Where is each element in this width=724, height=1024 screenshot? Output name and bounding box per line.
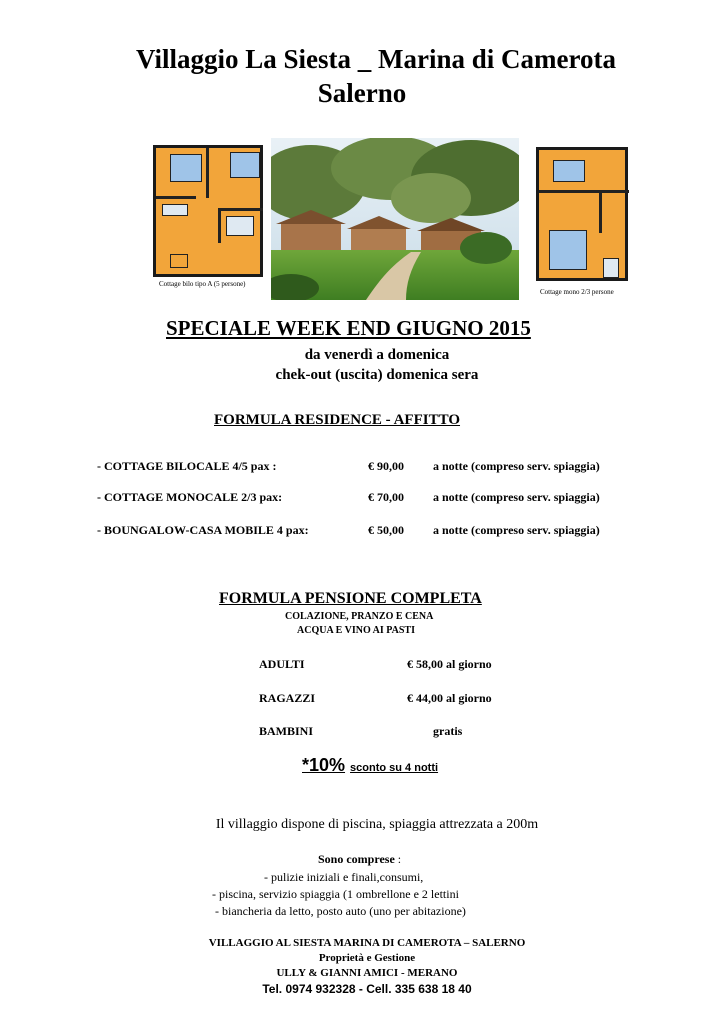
included-item: - biancheria da letto, posto auto (uno per abitazione)	[215, 904, 466, 918]
residence-row-label: - BOUNGALOW-CASA MOBILE 4 pax:	[97, 523, 309, 537]
pension-row-label: RAGAZZI	[259, 691, 316, 705]
residence-row-note: a notte (compreso serv. spiaggia)	[433, 459, 600, 473]
residence-row-label: - COTTAGE MONOCALE 2/3 pax:	[97, 490, 283, 504]
included-title: Sono comprese	[318, 852, 395, 866]
footer-owners: ULLY & GIANNI AMICI - MERANO	[276, 967, 458, 979]
pension-meals: COLAZIONE, PRANZO E CENA	[285, 611, 434, 622]
pension-row-price: € 58,00 al giorno	[407, 657, 492, 671]
discount-percent: *10%	[302, 755, 346, 775]
page-title: Villaggio La Siesta _ Marina di Camerota	[136, 44, 616, 74]
pension-row-price: € 44,00 al giorno	[407, 691, 492, 705]
residence-row-note: a notte (compreso serv. spiaggia)	[433, 523, 600, 537]
included-colon: :	[394, 852, 402, 866]
village-photo	[271, 138, 519, 300]
pension-row-price: gratis	[433, 724, 463, 738]
offer-dates: da venerdì a domenica	[304, 347, 450, 363]
residence-row-price: € 70,00	[368, 490, 404, 504]
residence-row-label: - COTTAGE BILOCALE 4/5 pax :	[97, 459, 277, 473]
residence-row-price: € 50,00	[368, 523, 404, 537]
facilities-text: Il villaggio dispone di piscina, spiaggia attrezzata a 200m	[215, 817, 539, 832]
included-item: - piscina, servizio spiaggia (1 ombrellone e 2 lettini	[212, 887, 459, 901]
discount-text: sconto su 4 notti	[350, 762, 439, 774]
discount-note	[302, 755, 438, 776]
included-heading	[318, 852, 401, 867]
offer-checkout: chek-out (uscita) domenica sera	[275, 367, 479, 383]
offer-title: SPECIALE WEEK END GIUGNO 2015	[166, 316, 531, 340]
footer-management: Proprietà e Gestione	[318, 952, 416, 964]
pension-row-label: BAMBINI	[259, 724, 314, 738]
floor-plan-bilo	[145, 139, 272, 289]
footer-company: VILLAGGIO AL SIESTA MARINA DI CAMEROTA – SALERNO	[208, 937, 526, 949]
footer-phone: Tel. 0974 932328 - Cell. 335 638 18 40	[262, 982, 472, 996]
residence-row-price: € 90,00	[368, 459, 404, 473]
pension-title: FORMULA PENSIONE COMPLETA	[219, 590, 482, 607]
floor-plan-mono	[530, 143, 635, 303]
pension-row-label: ADULTI	[259, 657, 305, 671]
plan-right-caption: Cottage mono 2/3 persone	[540, 288, 614, 296]
included-item: - pulizie iniziali e finali,consumi,	[264, 870, 424, 884]
residence-title: FORMULA RESIDENCE - AFFITTO	[214, 412, 461, 428]
residence-row-note: a notte (compreso serv. spiaggia)	[433, 490, 600, 504]
page-subtitle: Salerno	[317, 78, 407, 108]
plan-left-caption: Cottage bilo tipo A (5 persone)	[159, 280, 246, 288]
pension-drinks: ACQUA E VINO AI PASTI	[297, 625, 415, 636]
